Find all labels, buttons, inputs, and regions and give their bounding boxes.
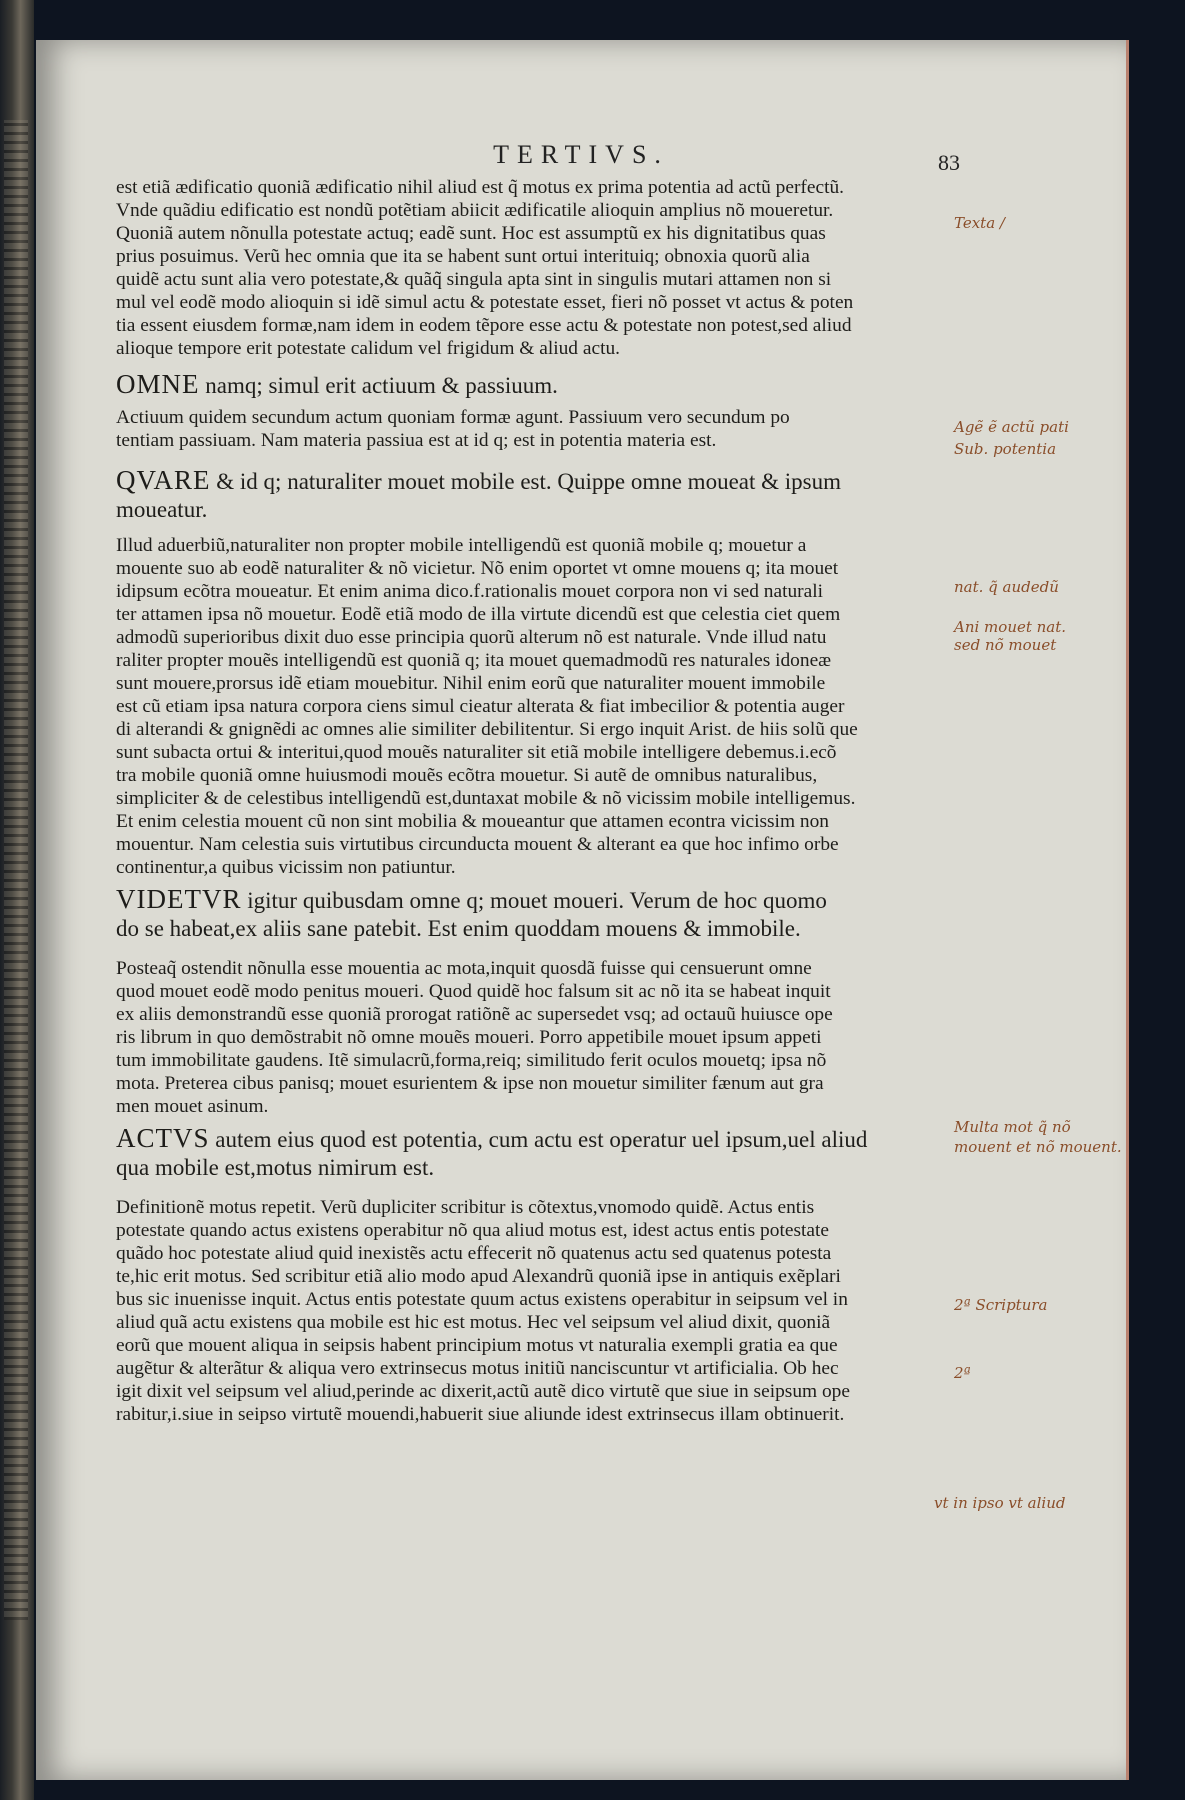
marginal-note: Multa mot q̃ nõ — [954, 1118, 1071, 1136]
lemma-text: namq; simul erit actiuum & passiuum. — [199, 373, 558, 398]
text-line: quidẽ actu sunt alia vero potestate,& quãq̃ singula apta sint in singulis mutari attamen non si — [116, 269, 832, 290]
text-line: tia essent eiusdem formæ,nam idem in eodem tẽpore esse actu & potestate non potest,sed aliud — [116, 315, 852, 336]
facing-page-edge — [4, 120, 28, 1620]
marginal-note: mouent et nõ mouent. — [954, 1138, 1122, 1156]
marginal-note: vt in ipso vt aliud — [934, 1494, 1066, 1512]
running-head: TERTIVS. — [493, 140, 669, 169]
marginal-note: sed nõ mouet — [954, 636, 1057, 654]
text-line: Illud aduerbiũ,naturaliter non propter mobile intelligendũ est quoniã mobile q; mouetur a — [116, 535, 807, 556]
text-line: tra mobile quoniã omne huiusmodi mouẽs ecõtra mouetur. Si autẽ de omnibus naturalibus, — [116, 765, 818, 786]
lemma-text: autem eius quod est potentia, cum actu est operatur uel ipsum,uel aliud — [209, 1127, 868, 1152]
text-line: te,hic erit motus. Sed scribitur etiã alio modo apud Alexandrũ quoniã ipse in antiquis exẽplari — [116, 1266, 841, 1287]
text-line: bus sic inuenisse inquit. Actus entis potestate quum actus existens operabitur in seipsum vel in — [116, 1289, 848, 1310]
text-line: simpliciter & de celestibus intelligendũ est,duntaxat mobile & nõ vicissim mobile intelligemus. — [116, 788, 856, 809]
marginal-note: Ani mouet nat. — [954, 618, 1067, 636]
text-line: mota. Preterea cibus panisq; mouet esurientem & ipse non mouetur similiter fænum aut gra — [116, 1073, 824, 1094]
lemma-line — [116, 466, 978, 496]
text-line: di alterandi & gnignẽdi ac omnes alie similiter debilitentur. Si ergo inquit Arist. de hiis solũ que — [116, 719, 858, 740]
marginal-note: Texta / — [954, 214, 1005, 232]
text-line: mul vel eodẽ modo alioquin si idẽ simul actu & potestate esset, fieri nõ posset vt actus & poten — [116, 292, 854, 313]
lemma-capital: VIDETVR — [116, 885, 242, 914]
text-line: raliter propter mouẽs intelligendũ est quoniã q; ita mouet quemadmodũ res naturales idoneæ — [116, 650, 832, 671]
text-line: igit dixit vel seipsum vel aliud,perinde ac dixerit,actũ autẽ dico virtutẽ que siue in seipsum ope — [116, 1381, 850, 1402]
marginal-note: Sub. potentia — [954, 440, 1057, 458]
text-line: admodũ superioribus dixit duo esse principia quorũ alterum nõ est naturale. Vnde illud natu — [116, 627, 827, 648]
lemma-line — [116, 885, 978, 915]
text-line: ris librum in quo demõstrabit nõ omne mouẽs moueri. Porro appetibile mouet ipsum appeti — [116, 1027, 822, 1048]
text-line: potestate quando actus existens operabitur nõ qua aliud motus est, idest actus entis potestate — [116, 1220, 829, 1241]
marginal-note: 2ª — [954, 1364, 971, 1382]
text-line: sunt mouere,prorsus idẽ etiam mouebitur. Nihil enim eorũ que naturaliter mouent immobile — [116, 673, 826, 694]
lemma-line: do se habeat,ex aliis sane patebit. Est enim quoddam mouens & immobile. — [116, 916, 801, 941]
text-line: quãdo hoc potestate aliud quid inexistẽs actu effecerit nõ quatenus actu sed quatenus potesta — [116, 1243, 832, 1264]
text-line: Posteaq̃ ostendit nõnulla esse mouentia ac mota,inquit quosdã fuisse qui censuerunt omne — [116, 958, 812, 979]
text-line: Et enim celestia mouent cũ non sint mobilia & moueantur que attamen econtra vicissim non — [116, 811, 829, 832]
lemma-line: moueatur. — [116, 497, 208, 522]
lemma-capital: OMNE — [116, 370, 200, 399]
text-line: Quoniã autem nõnulla potestate actuq; eadẽ sunt. Hoc est assumptũ ex his dignitatibus quas — [116, 223, 826, 244]
text-line: mouente suo ab eodẽ naturaliter & nõ vicietur. Nõ enim oportet vt omne mouens q; ita mouet — [116, 558, 839, 579]
text-line: est etiã ædificatio quoniã ædificatio nihil aliud est q̃ motus ex prima potentia ad actũ perfectũ. — [116, 177, 845, 198]
text-line: augẽtur & alterãtur & aliqua vero extrinsecus motus initiũ nanciscuntur vt artificialia. Ob hec — [116, 1358, 839, 1379]
book-spine — [0, 0, 34, 1800]
book-page — [36, 40, 1129, 1780]
text-line: est cũ etiam ipsa natura corpora ciens simul cieatur alterata & fiat imbecilior & potentia auger — [116, 696, 845, 717]
text-line: ex aliis demonstrandũ esse quoniã prorogat ratiõnẽ ac supersedet vsq; ad octauũ huiusce ope — [116, 1004, 833, 1025]
lemma-line: qua mobile est,motus nimirum est. — [116, 1155, 435, 1180]
text-line: tentiam passiuam. Nam materia passiua est at id q; est in potentia materia est. — [116, 430, 717, 451]
marginal-note: 2ª Scriptura — [954, 1296, 1048, 1314]
text-line: ter attamen ipsa nõ mouetur. Eodẽ etiã modo de illa virtute dicendũ est que celestia ciet quem — [116, 604, 841, 625]
lemma-line — [116, 1124, 978, 1154]
text-line: Definitionẽ motus repetit. Verũ dupliciter scribitur is cõtextus,vnomodo quidẽ. Actus entis — [116, 1197, 815, 1218]
text-line: idipsum ecõtra moueatur. Et enim anima dico.f.rationalis mouet corpora non vi sed naturali — [116, 581, 824, 602]
text-line: men mouet asinum. — [116, 1096, 269, 1117]
lemma-text: igitur quibusdam omne q; mouet moueri. Verum de hoc quomo — [241, 888, 827, 913]
text-line: quod mouet eodẽ modo penitus moueri. Quod quidẽ hoc falsum sit ac nõ ita se habeat inquit — [116, 981, 831, 1002]
folio-number: 83 — [938, 150, 960, 175]
text-line: rabitur,i.siue in seipso virtutẽ mouendi,habuerit siue aliunde idest extrinsecus illam obtinuerit. — [116, 1404, 845, 1425]
marginal-note: Agẽ ẽ actũ pati — [954, 418, 1069, 436]
lemma-line — [116, 370, 978, 400]
lemma-capital: ACTVS — [116, 1124, 210, 1153]
text-line: prius posuimus. Verũ hec omnia que ita se habent sunt ortui interituiq; obnoxia quorũ alia — [116, 246, 810, 267]
text-line: aliud quã actu existens qua mobile est hic est motus. Hec vel seipsum vel aliud dixit, quoniã — [116, 1312, 831, 1333]
text-line: mouentur. Nam celestia suis virtutibus circunducta mouent & alterant ea que hoc infimo orbe — [116, 834, 839, 855]
text-line: sunt subacta ortui & interitui,quod mouẽs naturaliter sit etiã mobile intelligere debemus.i.ecõ — [116, 742, 837, 763]
text-line: eorũ que mouent aliqua in seipsis habent principium motus vt naturalia exempli gratia ea que — [116, 1335, 838, 1356]
text-line: Actiuum quidem secundum actum quoniam formæ agunt. Passiuum vero secundum po — [116, 407, 790, 428]
lemma-text: & id q; naturaliter mouet mobile est. Quippe omne moueat & ipsum — [210, 469, 841, 494]
text-line: alioque tempore erit potestate calidum vel frigidum & aliud actu. — [116, 338, 620, 359]
text-line: tum immobilitate gaudens. Itẽ simulacrũ,forma,reiq; similitudo ferit oculos mouetq; ipsa nõ — [116, 1050, 827, 1071]
text-column — [116, 176, 978, 1426]
marginal-note: nat. q̃ audedũ — [954, 578, 1059, 596]
lemma-capital: QVARE — [116, 466, 211, 495]
text-line: continentur,a quibus vicissim non patiuntur. — [116, 857, 456, 878]
text-line: Vnde quãdiu edificatio est nondũ potẽtiam abiicit ædificatile alioquin amplius nõ moueretur. — [116, 200, 834, 221]
